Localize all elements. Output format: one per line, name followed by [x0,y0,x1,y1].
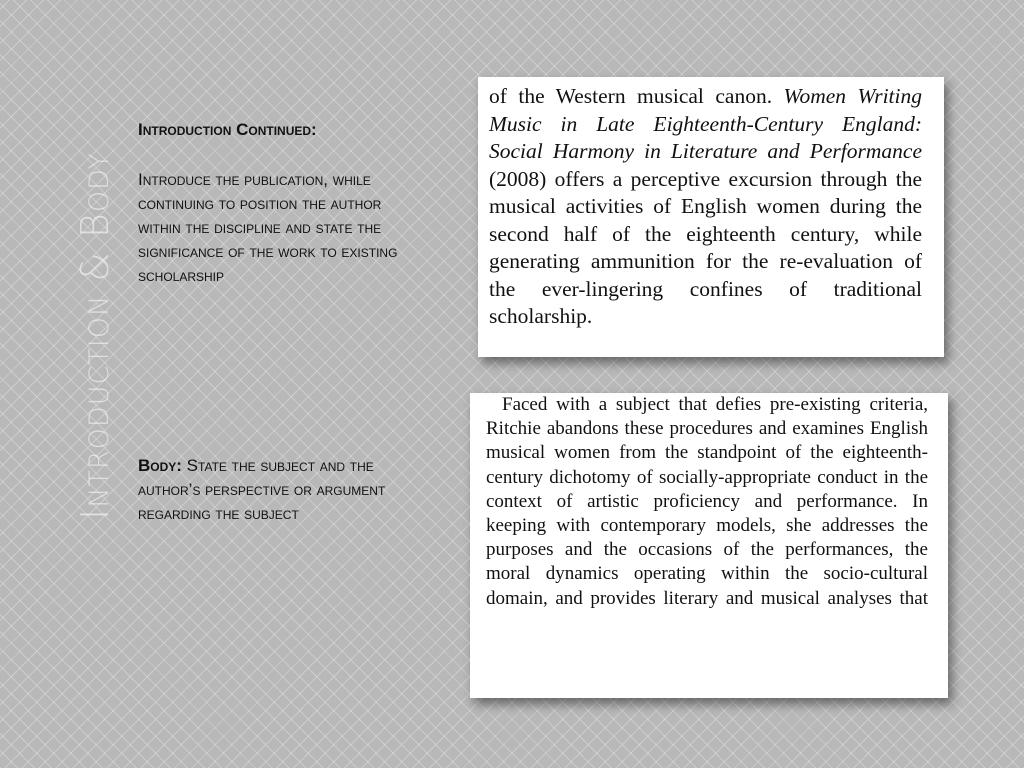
body-instructions [138,454,398,526]
excerpt1-text-b: (2008) offers a perceptive excursion through the musical activities of English women during the second half of the eighteenth century, while generating ammunition for the re-evaluation of the ever-lingering confines of traditional scholarship. [489,166,922,328]
intro-instructions: Introduce the publication, while continuing to position the author within the discipline and state the significance of the work to existing scholarship [138,170,398,285]
excerpt2-text: Faced with a subject that defies pre-existing criteria, Ritchie abandons these procedures and examines English musical women from the standpoint of the eighteenth-century dichotomy of socially-appropriate conduct in the context of artistic proficiency and performance. In keeping with contemporary models, she addresses the purposes and the occasions of the performances, the moral dynamics operating within the socio-cultural domain, and provides literary and musical analyses that [486,394,928,609]
intro-heading-text: Introduction Continued: [138,120,317,139]
intro-heading [138,118,398,142]
excerpt-image-intro [478,77,944,357]
slide-title: Introduction & Body [73,152,117,520]
body-label: Body: [138,456,182,475]
excerpt1-text-a: of the Western musical canon. [489,84,784,108]
excerpt1-book-title: Women Writing Music in Late Eighteenth-Century England: Social Harmony in Literature and Performance [489,84,922,163]
excerpt-image-body [470,393,948,698]
body-text: State the subject and the author’s perspective or argument regarding the subject [138,456,386,523]
